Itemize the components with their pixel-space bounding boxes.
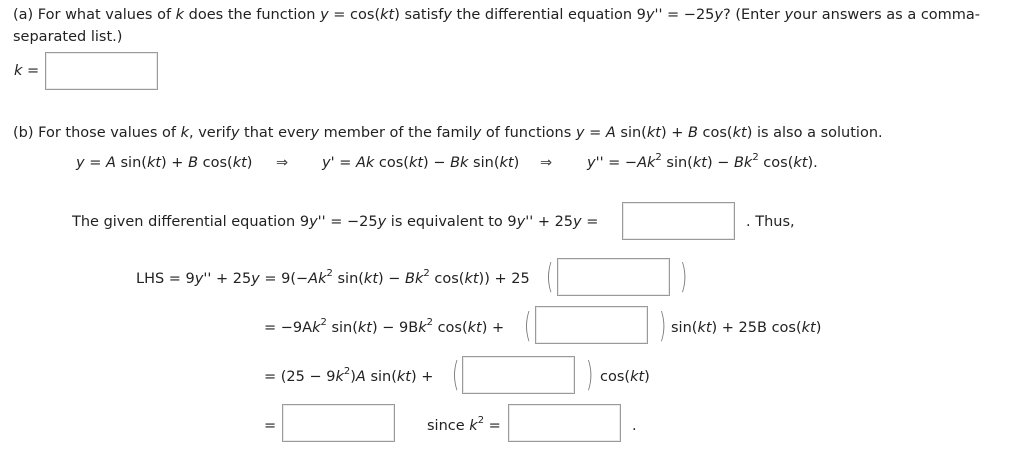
lhs-inner-input[interactable] bbox=[557, 258, 670, 296]
right-paren: ) bbox=[658, 306, 667, 346]
line3-coefficient-input[interactable] bbox=[462, 356, 575, 394]
k-squared-input[interactable] bbox=[508, 404, 621, 442]
thus-text: . Thus, bbox=[746, 214, 795, 230]
since-k-squared-text: since $k^2$ = bbox=[427, 415, 501, 434]
left-paren: ( bbox=[523, 306, 532, 346]
line4-result-input[interactable] bbox=[282, 404, 395, 442]
k-answer-input[interactable] bbox=[45, 52, 158, 90]
line2-expression: = $-9Ak^2$ $\sin(kt) - 9Bk^2$ cos(kt) + bbox=[264, 317, 505, 336]
implies-arrow-1: ⇒ bbox=[276, 155, 289, 171]
left-paren: ( bbox=[545, 257, 554, 297]
right-paren: ) bbox=[679, 257, 688, 297]
part-a-question-line1 bbox=[13, 6, 980, 24]
k-label: k = bbox=[14, 63, 40, 79]
part-b-question: (b) For those values of k, verify that every member of the family of functions y = A sin(kt) + B cos(kt) is also a solution. bbox=[13, 125, 883, 141]
line2-coefficient-input[interactable] bbox=[535, 306, 648, 344]
left-paren: ( bbox=[451, 355, 460, 395]
final-period: . bbox=[632, 418, 637, 434]
part-a-question-line2: separated list.) bbox=[13, 29, 123, 45]
line2-trailing-expression: sin(kt) + 25B cos(kt) bbox=[671, 320, 822, 336]
line4-equals: = bbox=[264, 418, 277, 434]
implies-arrow-2: ⇒ bbox=[540, 155, 553, 171]
line3-trailing-expression: cos(kt) bbox=[600, 369, 650, 385]
line3-expression: = $(25 - 9k^2)A$ sin(kt) + bbox=[264, 366, 434, 385]
derivative-y: y = A sin(kt) + B cos(kt) bbox=[76, 155, 253, 171]
equivalent-rhs-input[interactable] bbox=[622, 202, 735, 240]
derivative-y-double-prime: $y'' = -Ak^2$ $\sin(kt) - Bk^2$ cos(kt). bbox=[587, 152, 818, 171]
question-text: (a) For what values of k does the function y = cos(kt) satisfy the differential equation 9y'' = −25y? (Enter your answers as a comma- bbox=[13, 7, 981, 23]
derivative-y-prime: y' = Ak cos(kt) − Bk sin(kt) bbox=[322, 155, 520, 171]
equivalent-equation-text: The given differential equation 9y'' = −25y is equivalent to 9y'' + 25y = bbox=[72, 214, 599, 230]
right-paren: ) bbox=[585, 355, 594, 395]
lhs-expression: LHS = $9y'' + 25y = 9(-Ak^2$ $\sin(kt) - Bk^2$ cos(kt)) + 25 bbox=[136, 268, 530, 287]
